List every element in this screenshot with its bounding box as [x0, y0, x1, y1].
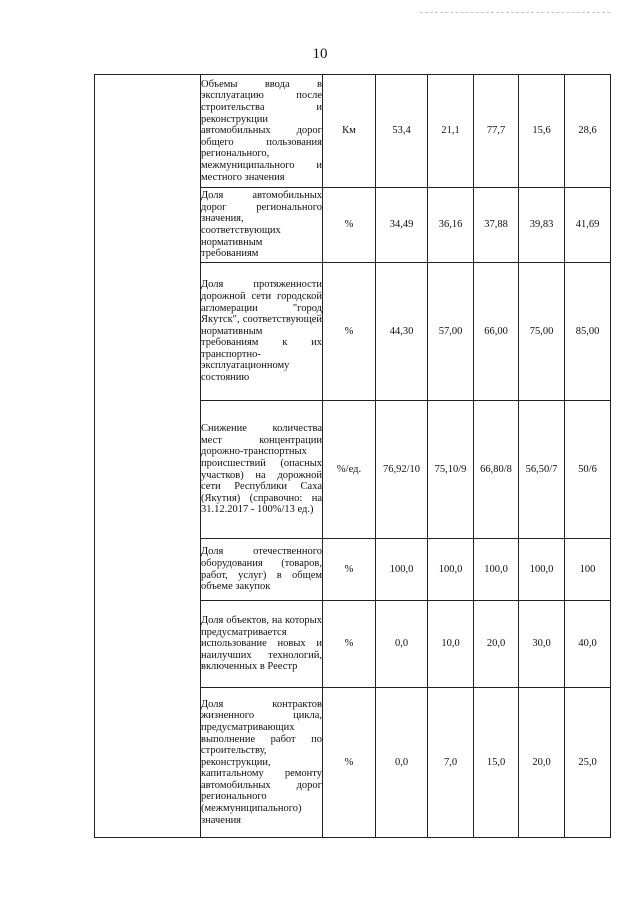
indicator-value: 77,7 — [474, 75, 519, 188]
indicator-value: 44,30 — [376, 263, 428, 401]
scan-artifact — [420, 12, 610, 15]
indicator-value: 20,0 — [474, 601, 519, 688]
indicator-value: 20,0 — [519, 688, 565, 838]
indicator-value: 10,0 — [428, 601, 474, 688]
indicator-value: 15,0 — [474, 688, 519, 838]
indicator-value: 76,92/10 — [376, 401, 428, 539]
indicator-value: 57,00 — [428, 263, 474, 401]
indicator-value: 56,50/7 — [519, 401, 565, 539]
indicator-value: 30,0 — [519, 601, 565, 688]
page-number: 10 — [312, 46, 328, 62]
indicator-unit: % — [323, 188, 376, 263]
indicator-value: 39,83 — [519, 188, 565, 263]
indicator-value: 66,80/8 — [474, 401, 519, 539]
indicator-value: 0,0 — [376, 688, 428, 838]
indicator-name: Доля протяженности дорожной сети городской агломерации "город Якутск", соответствующей нормативным требованиям к их транспортно-эксплуатационному состоянию — [201, 263, 323, 401]
indicator-value: 15,6 — [519, 75, 565, 188]
indicator-name: Доля автомобильных дорог регионального значения, соответствующих нормативным требованиям — [201, 188, 323, 263]
indicator-value: 0,0 — [376, 601, 428, 688]
indicator-unit: % — [323, 688, 376, 838]
indicator-name: Доля отечественного оборудования (товаров, работ, услуг) в общем объеме закупок — [201, 539, 323, 601]
indicator-value: 28,6 — [565, 75, 611, 188]
indicator-unit: Км — [323, 75, 376, 188]
indicator-value: 100,0 — [428, 539, 474, 601]
indicator-value: 100,0 — [474, 539, 519, 601]
indicator-value: 85,00 — [565, 263, 611, 401]
indicator-value: 21,1 — [428, 75, 474, 188]
indicator-value: 40,0 — [565, 601, 611, 688]
indicator-value: 41,69 — [565, 188, 611, 263]
indicator-value: 100 — [565, 539, 611, 601]
indicator-value: 36,16 — [428, 188, 474, 263]
indicator-unit: % — [323, 539, 376, 601]
indicators-table — [94, 74, 611, 838]
indicator-value: 100,0 — [519, 539, 565, 601]
indicator-value: 25,0 — [565, 688, 611, 838]
indicator-value: 75,00 — [519, 263, 565, 401]
indicator-name: Доля контрактов жизненного цикла, предусматривающих выполнение работ по строительству, реконструкции, капитальному ремонту автомобильных дорог регионального (межмуниципального) значения — [201, 688, 323, 838]
table-row — [95, 75, 611, 188]
indicator-unit: % — [323, 263, 376, 401]
indicator-value: 100,0 — [376, 539, 428, 601]
indicator-value: 53,4 — [376, 75, 428, 188]
indicator-value: 34,49 — [376, 188, 428, 263]
indicator-value: 66,00 — [474, 263, 519, 401]
indicator-unit: % — [323, 601, 376, 688]
indicator-value: 75,10/9 — [428, 401, 474, 539]
merged-blank-cell — [95, 75, 201, 838]
indicator-value: 7,0 — [428, 688, 474, 838]
indicator-name: Доля объектов, на которых предусматривается использование новых и наилучших технологий, включенных в Реестр — [201, 601, 323, 688]
indicator-value: 50/6 — [565, 401, 611, 539]
indicator-name: Снижение количества мест концентрации дорожно-транспортных происшествий (опасных участков) на дорожной сети Республики Саха (Якутия) (справочно: на 31.12.2017 - 100%/13 ед.) — [201, 401, 323, 539]
indicator-value: 37,88 — [474, 188, 519, 263]
indicator-name: Объемы ввода в эксплуатацию после строительства и реконструкции автомобильных дорог общего пользования регионального, межмуниципального и местного значения — [201, 75, 323, 188]
indicator-unit: %/ед. — [323, 401, 376, 539]
